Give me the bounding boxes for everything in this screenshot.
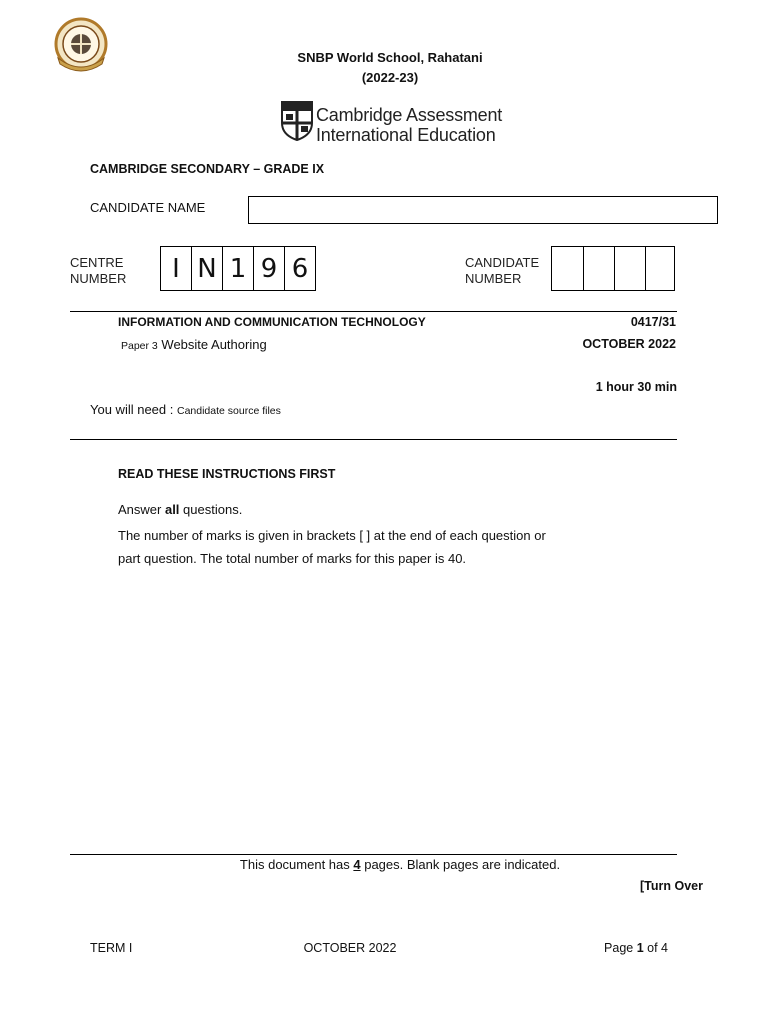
centre-digit-box: 6 — [284, 246, 316, 291]
centre-digit-box: 9 — [253, 246, 285, 291]
paper-title — [121, 337, 267, 352]
materials-label: You will need : — [90, 402, 174, 417]
page-count-pre: This document has — [239, 857, 354, 872]
cambridge-shield-icon — [281, 101, 313, 141]
centre-digit-box: N — [191, 246, 223, 291]
footer-term: TERM I — [90, 941, 133, 955]
board-name-line-1: Cambridge Assessment — [316, 105, 503, 125]
candidate-name-label: CANDIDATE NAME — [90, 200, 206, 215]
answer-emphasis: all — [164, 502, 180, 517]
page-count-note — [150, 857, 650, 872]
divider-middle — [70, 439, 677, 440]
page-count-number: 4 — [353, 857, 361, 872]
candidate-number-box[interactable] — [583, 246, 615, 291]
answer-pre: Answer — [118, 502, 165, 517]
syllabus-code: 0417/31 — [630, 315, 676, 329]
divider-bottom — [70, 854, 677, 855]
footer-page-number — [540, 941, 668, 955]
paper-name: Website Authoring — [161, 337, 267, 352]
candidate-number-box[interactable] — [551, 246, 584, 291]
candidate-number-label — [465, 255, 539, 287]
academic-year: (2022-23) — [361, 70, 419, 85]
page-total: 4 — [661, 941, 668, 955]
centre-label-line-1: CENTRE — [70, 255, 124, 270]
materials-needed — [90, 402, 281, 417]
page-current: 1 — [636, 941, 644, 955]
turn-over-note: [Turn Over — [640, 879, 703, 893]
answer-post: questions. — [179, 502, 243, 517]
board-name-line-2: International Education — [316, 125, 496, 145]
instructions-heading: READ THESE INSTRUCTIONS FIRST — [118, 467, 336, 481]
candidate-number-box[interactable] — [645, 246, 675, 291]
candidate-name-field[interactable] — [248, 196, 718, 224]
footer-date: OCTOBER 2022 — [303, 941, 397, 955]
marks-instruction: The number of marks is given in brackets [ ] at the end of each question or part question. The total number of marks for this paper is 40. — [118, 528, 546, 566]
materials-value: Candidate source files — [176, 405, 281, 417]
page-count-post: pages. Blank pages are indicated. — [360, 857, 561, 872]
candidate-number-label-line-2: NUMBER — [465, 271, 522, 286]
grade-heading: CAMBRIDGE SECONDARY – GRADE IX — [90, 162, 325, 176]
page-mid: of — [643, 941, 662, 955]
answer-instruction — [118, 502, 242, 517]
school-name: SNBP World School, Rahatani — [297, 50, 483, 65]
candidate-number-box[interactable] — [614, 246, 646, 291]
centre-number-label — [70, 255, 126, 287]
subject-title: INFORMATION AND COMMUNICATION TECHNOLOGY — [118, 315, 426, 329]
paper-number: Paper 3 — [121, 340, 158, 352]
school-logo-emblem — [50, 16, 112, 76]
centre-digit-box: I — [160, 246, 192, 291]
exam-duration: 1 hour 30 min — [595, 380, 677, 394]
centre-digit-box: 1 — [222, 246, 254, 291]
candidate-number-label-line-1: CANDIDATE — [465, 255, 540, 270]
centre-label-line-2: NUMBER — [70, 271, 127, 286]
divider-top — [70, 311, 677, 312]
page-pre: Page — [604, 941, 637, 955]
exam-date: OCTOBER 2022 — [582, 337, 676, 351]
